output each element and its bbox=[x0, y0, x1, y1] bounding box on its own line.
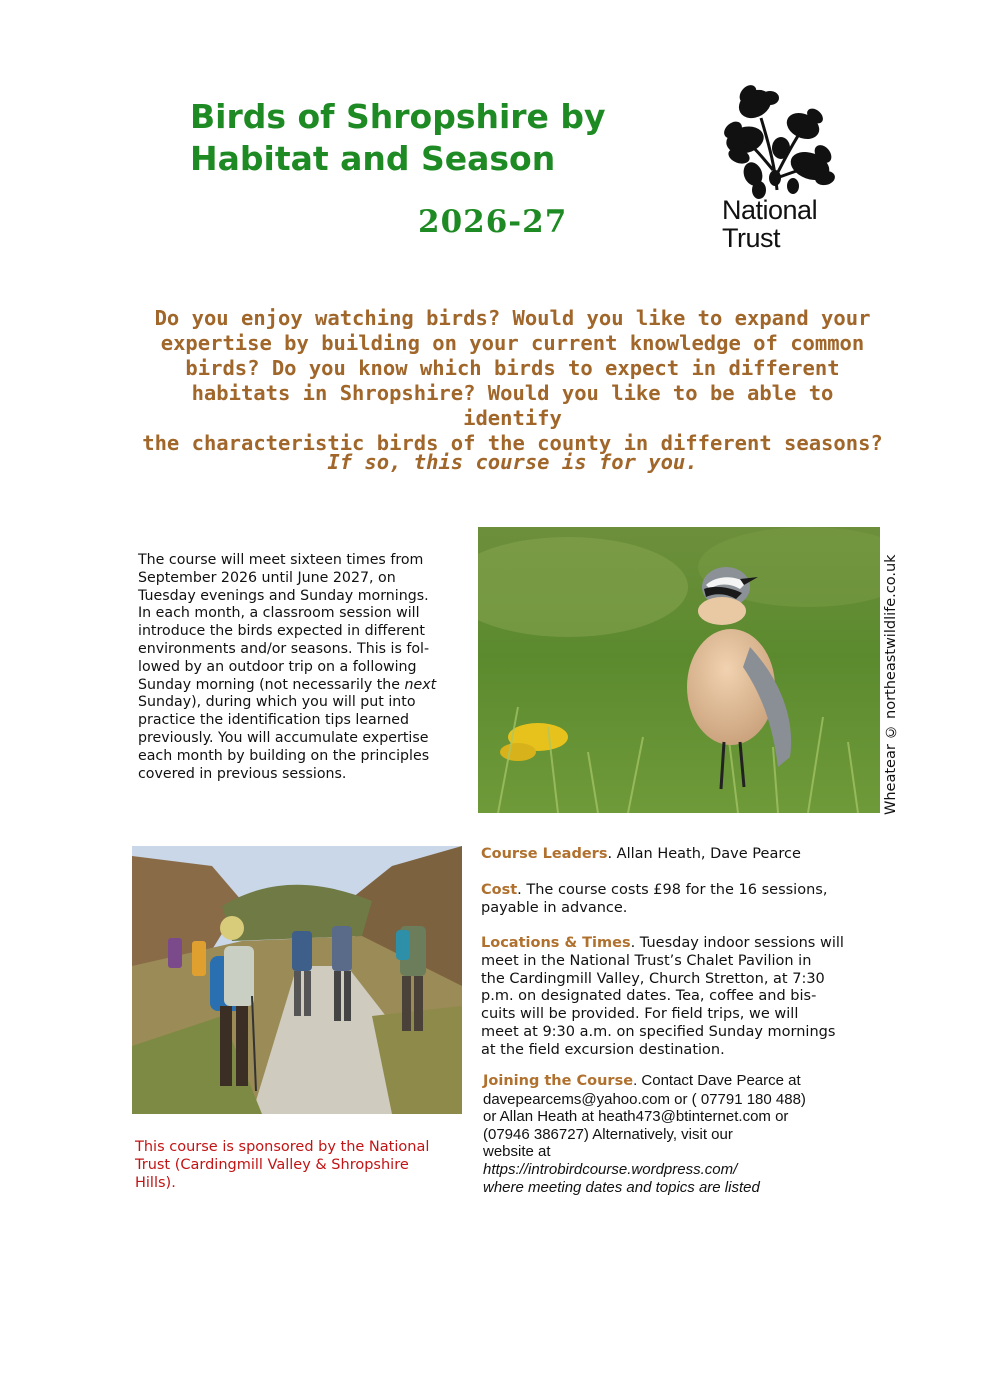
description-line: Tuesday evenings and Sunday mornings. bbox=[138, 587, 429, 604]
course-leaders-section bbox=[481, 846, 871, 864]
locations-line bbox=[481, 935, 871, 953]
cost-heading: Cost bbox=[481, 882, 518, 898]
national-trust-logo bbox=[722, 196, 817, 252]
intro-line: the characteristic birds of the county in different seasons? bbox=[142, 431, 883, 455]
description-line: covered in previous sessions. bbox=[138, 765, 347, 782]
tagline: If so, this course is for you. bbox=[327, 450, 698, 474]
joining-line: website at bbox=[483, 1143, 551, 1161]
intro-line: expertise by building on your current knowledge of common bbox=[160, 331, 865, 355]
locations-section bbox=[481, 935, 871, 1060]
course-leaders-text: . Allan Heath, Dave Pearce bbox=[607, 846, 801, 862]
intro-questions bbox=[140, 306, 885, 456]
hikers-photo bbox=[132, 846, 462, 1114]
locations-line: meet in the National Trust’s Chalet Pavilion in bbox=[481, 952, 812, 969]
joining-heading: Joining the Course bbox=[483, 1073, 634, 1089]
description-line-text: Sunday morning (not necessarily the bbox=[138, 676, 405, 693]
joining-line: (07946 386727) Alternatively, visit our bbox=[483, 1125, 733, 1143]
joining-section bbox=[483, 1072, 873, 1196]
locations-line: the Cardingmill Valley, Church Stretton, at 7:30 bbox=[481, 970, 825, 987]
title-line-1: Birds of Shropshire by bbox=[190, 97, 606, 136]
description-line: practice the identification tips learned bbox=[138, 712, 410, 729]
description-line: previously. You will accumulate expertise bbox=[138, 729, 429, 746]
joining-line: davepearcems@yahoo.com or ( 07791 180 488) bbox=[483, 1090, 806, 1108]
sponsor-line: Trust (Cardingmill Valley & Shropshire bbox=[135, 1156, 409, 1173]
logo-line-1: National bbox=[722, 195, 818, 225]
website-note: where meeting dates and topics are listed bbox=[483, 1178, 760, 1196]
description-line: September 2026 until June 2027, on bbox=[138, 569, 396, 586]
photo-credit: Wheatear © northeastwildlife.co.uk bbox=[883, 554, 899, 815]
description-line: introduce the birds expected in different bbox=[138, 623, 425, 640]
page-title bbox=[190, 96, 650, 180]
course-year: 2026-27 bbox=[418, 204, 568, 240]
title-line-2: Habitat and Season bbox=[190, 139, 556, 178]
website-link[interactable]: https://introbirdcourse.wordpress.com/ bbox=[483, 1160, 738, 1178]
locations-line: meet at 9:30 a.m. on specified Sunday mornings bbox=[481, 1023, 836, 1040]
description-emphasis: next bbox=[404, 676, 437, 693]
locations-text: . Tuesday indoor sessions will bbox=[630, 935, 844, 951]
locations-line: at the field excursion destination. bbox=[481, 1041, 725, 1058]
course-leaders-heading: Course Leaders bbox=[481, 846, 608, 862]
description-line bbox=[138, 677, 478, 695]
logo-line-2: Trust bbox=[722, 223, 780, 253]
cost-section bbox=[481, 882, 871, 918]
description-line: The course will meet sixteen times from bbox=[138, 552, 424, 568]
locations-heading: Locations & Times bbox=[481, 935, 631, 951]
sponsor-line: Hills). bbox=[135, 1174, 176, 1191]
locations-line: cuits will be provided. For field trips, we will bbox=[481, 1006, 799, 1023]
joining-line bbox=[483, 1072, 873, 1091]
intro-line: Do you enjoy watching birds? Would you like to expand your bbox=[154, 306, 871, 330]
intro-line: habitats in Shropshire? Would you like to be able to identify bbox=[191, 381, 834, 430]
cost-text: . The course costs £98 for the 16 sessions, bbox=[517, 882, 828, 898]
cost-line bbox=[481, 882, 871, 900]
description-line: Sunday), during which you will put into bbox=[138, 694, 416, 711]
description-line: each month by building on the principles bbox=[138, 747, 430, 764]
course-description bbox=[138, 552, 478, 783]
wheatear-photo bbox=[478, 527, 880, 813]
description-line: environments and/or seasons. This is fol- bbox=[138, 640, 430, 657]
locations-line: p.m. on designated dates. Tea, coffee and bis- bbox=[481, 988, 817, 1005]
joining-line: or Allan Heath at heath473@btinternet.com or bbox=[483, 1108, 789, 1126]
sponsor-line: This course is sponsored by the National bbox=[135, 1139, 430, 1155]
cost-line: payable in advance. bbox=[481, 899, 628, 916]
description-line: In each month, a classroom session will bbox=[138, 605, 420, 622]
description-line: lowed by an outdoor trip on a following bbox=[138, 658, 417, 675]
joining-text: . Contact Dave Pearce at bbox=[633, 1072, 801, 1089]
sponsor-note bbox=[135, 1139, 465, 1192]
intro-line: birds? Do you know which birds to expect in different bbox=[185, 356, 840, 380]
